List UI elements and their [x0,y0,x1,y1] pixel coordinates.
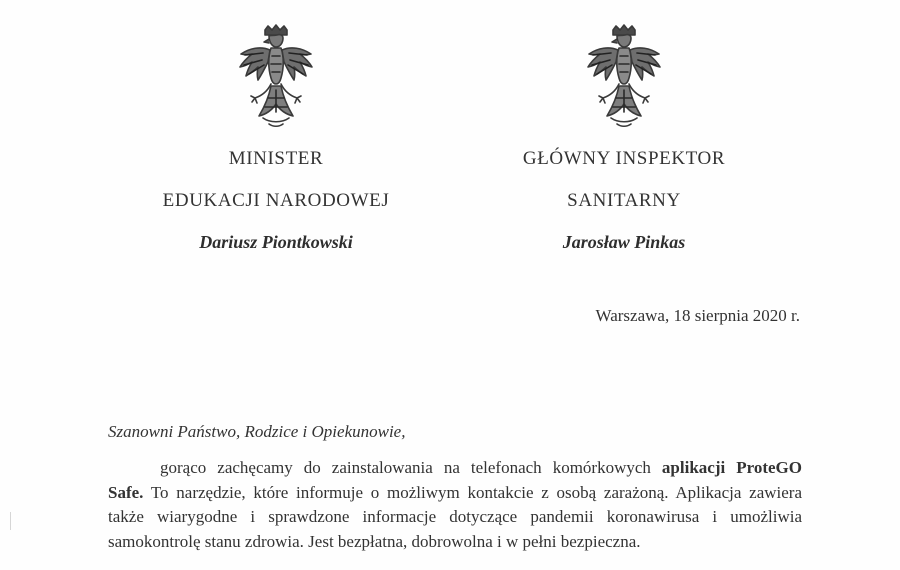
inspector-title-line1: GŁÓWNY INSPEKTOR [522,148,726,169]
polish-eagle-emblem-icon [583,22,665,132]
inspector-letterhead [496,0,752,252]
inspector-name: Jarosław Pinkas [562,232,686,252]
body-line-2-text: To narzędzie, które informuje o możliwym kontakcie z osobą zarażoną. Aplikacja zawiera [150,482,802,502]
polish-eagle-emblem-icon [235,22,317,132]
body-line-1-text: gorąco zachęcamy do zainstalowania na telefonach komórkowych [160,458,651,477]
body-line-3: także wiarygodne i sprawdzone informacje dotyczące pandemii koronawirusa i umożliwia [108,507,802,526]
minister-name: Dariusz Piontkowski [199,232,353,252]
body-line-4: samokontrolę stanu zdrowia. Jest bezpłatna, dobrowolna i w pełni bezpieczna. [108,531,641,551]
minister-title-line1: MINISTER [228,148,324,169]
minister-title-line2: EDUKACJI NARODOWEJ [162,190,390,211]
body-line-1 [108,456,802,481]
minister-letterhead [150,0,402,252]
app-name-highlight: aplikacji ProteGO [661,458,802,477]
salutation: Szanowni Państwo, Rodzice i Opiekunowie, [108,422,406,441]
body-line-2 [108,481,802,506]
inspector-title-line2: SANITARNY [567,190,681,211]
letter-body [108,456,802,554]
letter-date: Warszawa, 18 sierpnia 2020 r. [595,306,800,325]
scan-artifact [10,512,11,530]
app-name-highlight-end: Safe. [108,482,144,502]
